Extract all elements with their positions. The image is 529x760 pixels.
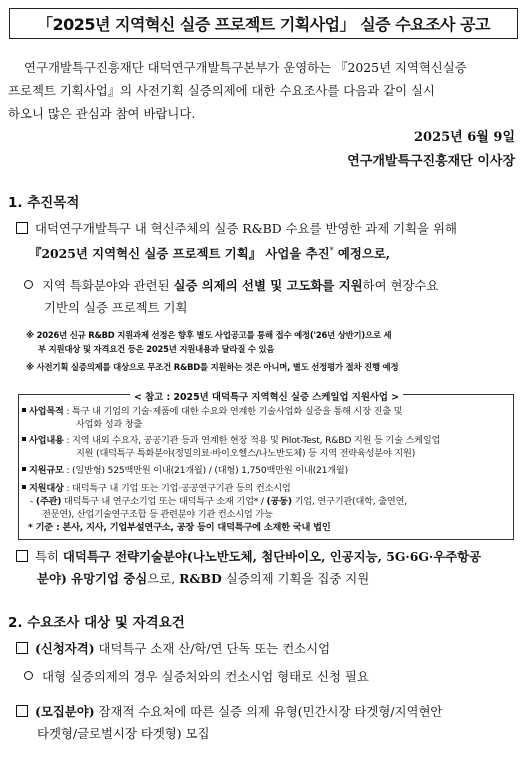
section-1-heading: 1. 추진목적 bbox=[8, 195, 80, 211]
purpose-sub-item: 지역 특화분야와 관련된 실증 의제의 선별 및 고도화를 지원하여 현장수요 기반의 실증 프로젝트 기획 bbox=[24, 275, 522, 319]
purpose-item-1 bbox=[16, 218, 522, 265]
filled-square-bullet-icon bbox=[22, 485, 26, 489]
purpose-item-2: 특히 대덕특구 전략기술분야(나노반도체, 첨단바이오, 인공지능, 5G·6G·우주항공 분야) 유망기업 중심으로, R&BD 실증의제 기획을 집중 지원 bbox=[16, 546, 522, 590]
reference-box-title: < 참고 : 2025년 대덕특구 지역혁신 실증 스케일업 지원사업 > bbox=[130, 389, 403, 403]
intro-line-2: 프로젝트 기획사업』의 사전기획 실증의제에 대한 수요조사를 다음과 같이 실시 bbox=[8, 83, 435, 98]
purpose-sub-line-2: 기반의 실증 프로젝트 기획 bbox=[44, 300, 188, 315]
intro-line-1: 연구개발특구진흥재단 대덕연구개발특구본부가 운영하는 『2025년 지역혁신실증 bbox=[24, 60, 467, 75]
issuer: 연구개발특구진흥재단 이사장 bbox=[347, 154, 515, 169]
square-bullet-icon bbox=[16, 550, 28, 562]
eligibility-item: (신청자격) 대덕특구 소재 산/학/연 단독 또는 컨소시엄 bbox=[16, 638, 522, 660]
circle-bullet-icon bbox=[24, 280, 33, 289]
notice-date: 2025년 6월 9일 bbox=[414, 130, 515, 145]
reference-row-scale: 지원규모 : (일반형) 525백만원 이내(21개월) / (대형) 1,750백만원 이내(21개월) bbox=[22, 464, 510, 477]
notice-title-box bbox=[9, 8, 518, 39]
footnote-mark: * bbox=[329, 246, 334, 255]
section-2-heading: 2. 수요조사 대상 및 자격요건 bbox=[8, 615, 185, 631]
recruitment-item: (모집분야) 잠재적 수요처에 따른 실증 의제 유형(민간시장 타겟형/지역현안 타겟형/글로벌시장 타겟형) 모집 bbox=[16, 701, 522, 745]
intro-paragraph bbox=[8, 56, 522, 125]
filled-square-bullet-icon bbox=[22, 467, 26, 471]
intro-line-3: 하오니 많은 관심과 참여 바랍니다. bbox=[8, 106, 196, 121]
reference-row-target: 지원대상 : 대덕특구 내 기업 또는 기업·공공연구기관 등의 컨소시엄 - (주관) 대덕특구 내 연구소기업 또는 대덕특구 소재 기업* / (공동) 기업, 연구기관(대학, 출연연, 전문연), 산업기술연구조합 등 관련분야 기관 컨소시엄 가능 * 기준 : 본사, 지사, 기업부설연구소, 공장 등이 대덕특구에 소재한 국내 법인 bbox=[22, 482, 510, 534]
reference-row-content: 사업내용 : 지역 내외 수요자, 공공기관 등과 연계한 현장 적용 및 Pilot-Test, R&BD 지원 등 기술 스케일업 지원 (대덕특구 특화분야(정밀의료·바이오헬스/나노반도체) 등 지역 전략육성분야 지원) bbox=[22, 434, 510, 460]
purpose-item-1-end: 예정으로, bbox=[333, 246, 391, 262]
eligibility-sub-item: 대형 실증의제의 경우 실증처와의 컨소시엄 형태로 신청 필요 bbox=[24, 666, 522, 688]
reference-row-purpose: 사업목적 : 특구 내 기업의 기술·제품에 대한 수요와 연계한 기술사업화 실증을 통해 시장 진출 및 사업화 성과 창출 bbox=[22, 405, 510, 431]
project-name-bold: 『2025년 지역혁신 실증 프로젝트 기획』 사업을 추진 bbox=[29, 246, 330, 262]
filled-square-bullet-icon bbox=[22, 437, 26, 441]
filled-square-bullet-icon bbox=[22, 408, 26, 412]
square-bullet-icon bbox=[16, 705, 28, 717]
notice-title: 「2025년 지역혁신 실증 프로젝트 기획사업」 실증 수요조사 공고 bbox=[36, 15, 490, 34]
purpose-item-1-line-1: 대덕연구개발특구 내 혁신주체의 실증 R&BD 수요를 반영한 과제 기획을 위해 bbox=[35, 221, 457, 236]
square-bullet-icon bbox=[16, 222, 28, 234]
circle-bullet-icon bbox=[24, 671, 33, 680]
square-bullet-icon bbox=[16, 642, 28, 654]
note-2: ※ 사전기획 실증의제를 대상으로 무조건 R&BD를 지원하는 것은 아니며, 별도 선정평가 절차 진행 예정 bbox=[26, 362, 399, 372]
note-1: ※ 2026년 신규 R&BD 지원과제 선정은 향후 별도 사업공고를 통해 접수 예정('26년 상반기)으로 세 부 지원대상 및 자격요건 등은 2025년 지원내용과 달라질 수 있음 bbox=[26, 330, 392, 354]
